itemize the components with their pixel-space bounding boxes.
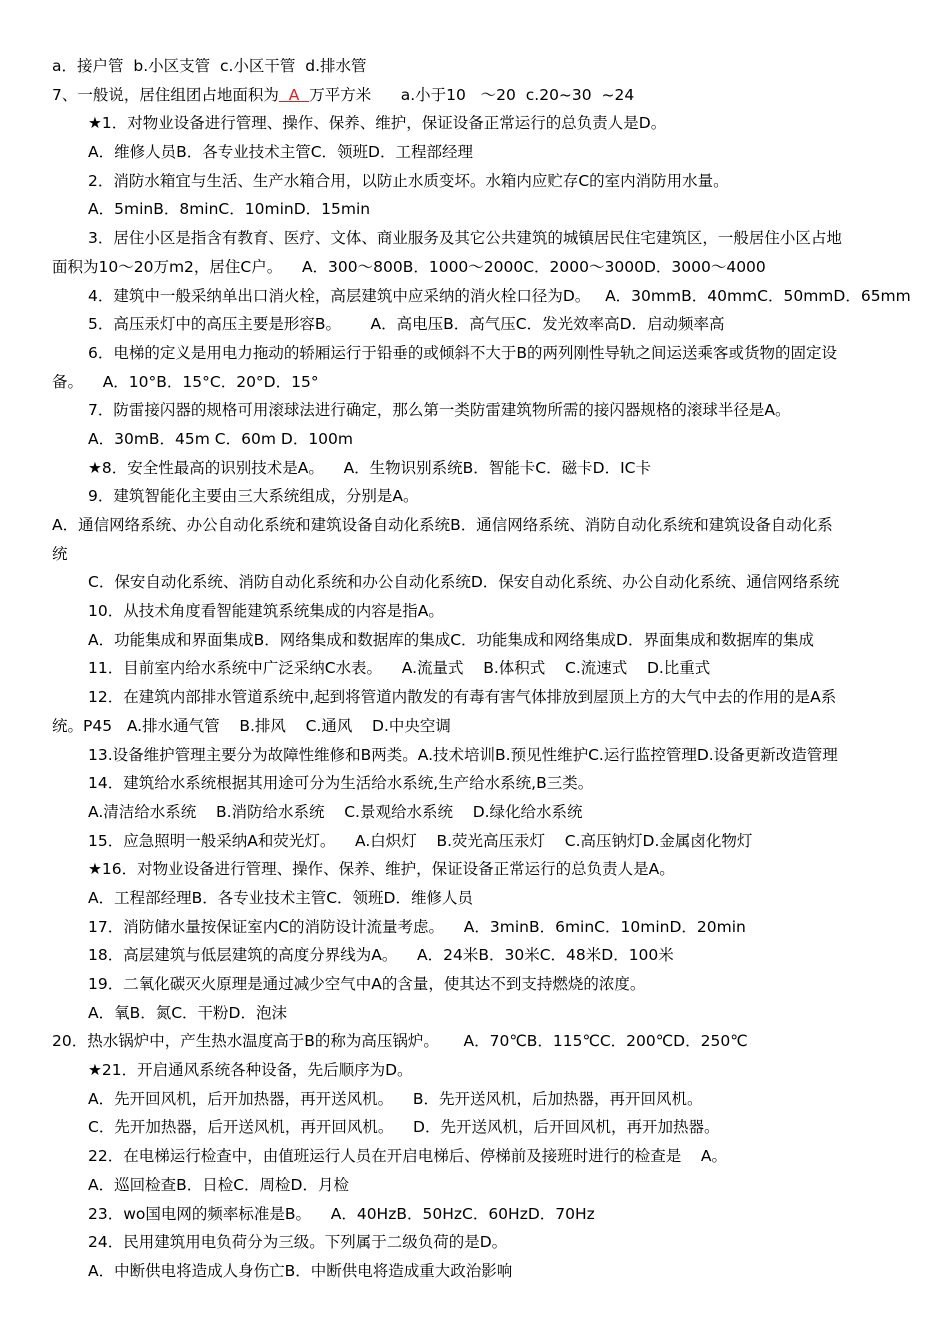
text-line: 22．在电梯运行检查中，由值班运行人员在开启电梯后、停梯前及接班时进行的检查是 A。 <box>88 1147 728 1166</box>
text-line: C．先开加热器，后开送风机，再开回风机。 D．先开送风机，后开回风机，再开加热器。 <box>88 1118 720 1137</box>
text-line: 18．高层建筑与低层建筑的高度分界线为A。 A．24米B．30米C．48米D．100米 <box>88 946 674 965</box>
text-line: a．接户管 b.小区支管 c.小区干管 d.排水管 <box>52 57 367 75</box>
text-line: 20．热水锅炉中，产生热水温度高于B的称为高压锅炉。 A．70℃B．115℃C．200℃D．250℃ <box>52 1032 748 1051</box>
text-line: A.清洁给水系统 B.消防给水系统 C.景观给水系统 D.绿化给水系统 <box>88 802 583 821</box>
text-line: ★16．对物业设备进行管理、操作、保养、维护，保证设备正常运行的总负责人是A。 <box>88 860 675 879</box>
text-line: C．保安自动化系统、消防自动化系统和办公自动化系统D．保安自动化系统、办公自动化系统、通信网络系统 <box>88 573 840 592</box>
text-line: A．先开回风机，后开加热器，再开送风机。 B．先开送风机，后加热器，再开回风机。 <box>88 1089 703 1108</box>
text-line: 5．高压汞灯中的高压主要是形容B。 A．高电压B．高气压C．发光效率高D．启动频率高 <box>88 315 725 334</box>
text-line: 统。P45 A.排水通气管 B.排风 C.通风 D.中央空调 <box>52 716 451 735</box>
text-line: 14．建筑给水系统根据其用途可分为生活给水系统,生产给水系统,B三类。 <box>88 774 594 793</box>
text-line: A．氧B．氮C．干粉D．泡沫 <box>88 1003 287 1022</box>
text-line: 13.设备维护管理主要分为故障性维修和B两类。A.技术培训B.预见性维护C.运行监控管理D.设备更新改造管理 <box>88 745 838 764</box>
text-line: A．通信网络系统、办公自动化系统和建筑设备自动化系统B．通信网络系统、消防自动化系统和建筑设备自动化系 <box>52 516 833 534</box>
text-line: A．功能集成和界面集成B．网络集成和数据库的集成C．功能集成和网络集成D．界面集成和数据库的集成 <box>88 630 814 649</box>
text-line: 19．二氧化碳灭火原理是通过减少空气中A的含量，使其达不到支持燃烧的浓度。 <box>88 975 646 993</box>
text-line: 2．消防水箱宜与生活、生产水箱合用，以防止水质变坏。水箱内应贮存C的室内消防用水量。 <box>88 171 729 190</box>
text-line: 9．建筑智能化主要由三大系统组成，分别是A。 <box>88 487 419 506</box>
text-line: ★1．对物业设备进行管理、操作、保养、维护，保证设备正常运行的总负责人是D。 <box>88 114 667 133</box>
text-line: 4．建筑中一般采纳单出口消火栓，高层建筑中应采纳的消火栓口径为D。 A．30mmB．40mmC．50mmD．65mm <box>88 286 911 305</box>
text-segment: 7、一般说，居住组团占地面积为 <box>52 85 279 104</box>
text-line: 17．消防储水量按保证室内C的消防设计流量考虑。 A．3minB．6minC．10minD．20min <box>88 917 746 936</box>
text-segment: 万平方米 a.小于10 ～20 c.20~30 ~24 <box>309 85 635 104</box>
text-line: 统 <box>52 544 68 563</box>
text-line: 6．电梯的定义是用电力拖动的轿厢运行于铅垂的或倾斜不大于B的两列刚性导轨之间运送乘客或货物的固定设 <box>88 343 837 362</box>
text-line: A．巡回检查B．日检C．周检D．月检 <box>88 1175 349 1194</box>
text-line: 15．应急照明一般采纳A和荧光灯。 A.白炽灯 B.荧光高压汞灯 C.高压钠灯D.金属卤化物灯 <box>88 831 753 850</box>
text-line: 面积为10～20万m2，居住C户。 A．300～800B．1000～2000C．2000～3000D．3000～4000 <box>52 257 766 276</box>
text-line: A．工程部经理B．各专业技术主管C．领班D．维修人员 <box>88 888 473 907</box>
text-line: 10．从技术角度看智能建筑系统集成的内容是指A。 <box>88 602 444 621</box>
text-line: 7．防雷接闪器的规格可用滚球法进行确定，那么第一类防雷建筑物所需的接闪器规格的滚球半径是A。 <box>88 401 791 420</box>
text-line: A．维修人员B．各专业技术主管C．领班D．工程部经理 <box>88 143 473 162</box>
text-line <box>0 81 950 110</box>
text-line: 3．居住小区是指含有教育、医疗、文体、商业服务及其它公共建筑的城镇居民住宅建筑区，一般居住小区占地 <box>88 229 842 248</box>
text-line: ★8．安全性最高的识别技术是A。 A．生物识别系统B．智能卡C．磁卡D．IC卡 <box>88 458 651 477</box>
text-line: ★21．开启通风系统各种设备，先后顺序为D。 <box>88 1061 413 1080</box>
text-line: A．30mB．45m C．60m D．100m <box>88 429 353 448</box>
text-line: 12．在建筑内部排水管道系统中,起到将管道内散发的有毒有害气体排放到屋顶上方的大气中去的作用的是A系 <box>88 688 837 707</box>
document-page <box>0 52 950 1286</box>
text-line: 24．民用建筑用电负荷分为三级。下列属于二级负荷的是D。 <box>88 1233 508 1252</box>
answer-blank: A <box>278 85 310 104</box>
text-line: A．5minB．8minC．10minD．15min <box>88 200 371 219</box>
text-line: 备。 A．10°B．15°C．20°D．15° <box>52 372 319 391</box>
text-line: 23．wo国电网的频率标准是B。 A．40HzB．50HzC．60HzD．70Hz <box>88 1204 595 1223</box>
text-line: 11．目前室内给水系统中广泛采纳C水表。 A.流量式 B.体积式 C.流速式 D.比重式 <box>88 659 711 678</box>
text-line: A．中断供电将造成人身伤亡B．中断供电将造成重大政治影响 <box>88 1261 513 1280</box>
